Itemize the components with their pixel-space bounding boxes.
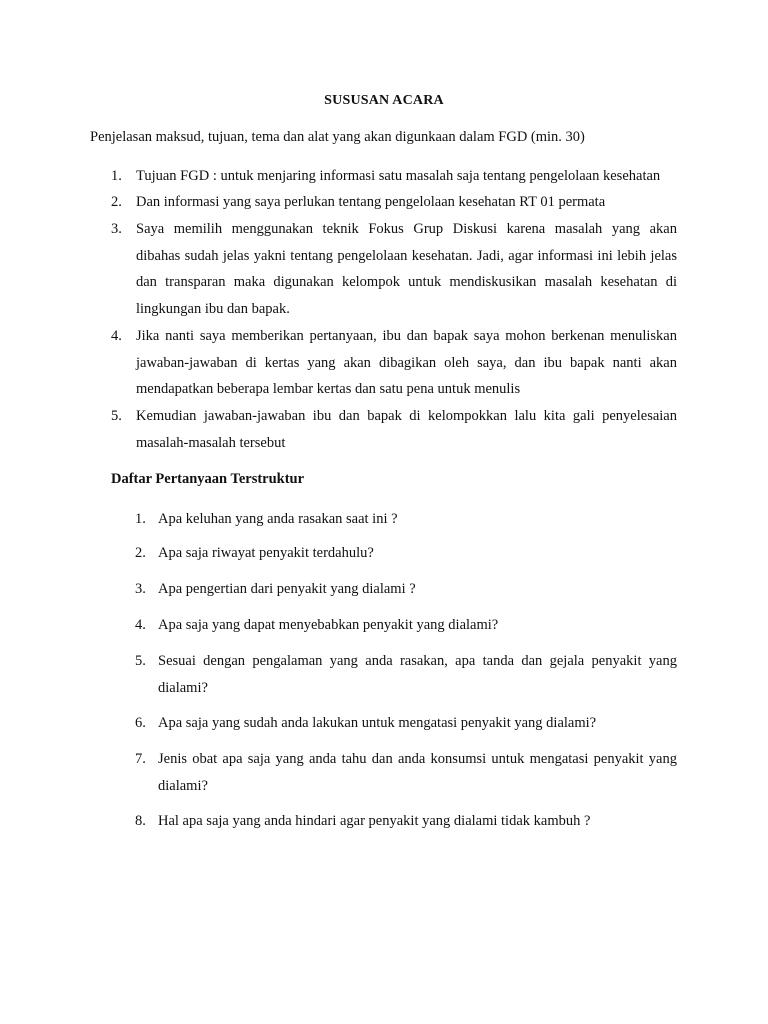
question-line: Apa saja yang dapat menyebabkan penyakit yang dialami? bbox=[158, 617, 499, 633]
question-text bbox=[158, 648, 677, 701]
agenda-item-line: Jika nanti saya memberikan pertanyaan, ibu dan bapak saya mohon berkenan menuliskan bbox=[136, 328, 677, 344]
agenda-item-line: Kemudian jawaban-jawaban ibu dan bapak di kelompokkan lalu kita gali penyelesaian bbox=[136, 408, 677, 424]
question-number: 7. bbox=[135, 751, 146, 767]
question-line: Apa saja riwayat penyakit terdahulu? bbox=[158, 545, 374, 561]
question-line: dialami? bbox=[158, 777, 208, 794]
question-text bbox=[158, 506, 677, 533]
agenda-item-text bbox=[136, 163, 677, 190]
question-text bbox=[158, 612, 677, 639]
question-number: 1. bbox=[135, 511, 146, 527]
agenda-item-text bbox=[136, 216, 677, 322]
agenda-item-line: Tujuan FGD : untuk menjaring informasi satu masalah saja tentang pengelolaan kesehatan bbox=[136, 168, 661, 184]
agenda-item-line: Dan informasi yang saya perlukan tentang pengelolaan kesehatan RT 01 permata bbox=[136, 194, 606, 210]
agenda-item-line: dan transparan maka digunakan kelompok untuk mendiskusikan masalah kesehatan di bbox=[136, 274, 677, 291]
document-title: SUSUSAN ACARA bbox=[324, 93, 444, 108]
agenda-item-line: lingkungan ibu dan bapak. bbox=[136, 300, 290, 317]
question-line: Apa saja yang sudah anda lakukan untuk mengatasi penyakit yang dialami? bbox=[158, 715, 597, 731]
question-number: 5. bbox=[135, 653, 146, 669]
question-text bbox=[158, 710, 677, 737]
agenda-item-number: 5. bbox=[111, 408, 122, 424]
question-line: Apa pengertian dari penyakit yang dialami ? bbox=[158, 581, 416, 597]
agenda-item-line: masalah-masalah tersebut bbox=[136, 434, 286, 451]
question-text bbox=[158, 746, 677, 799]
question-text bbox=[158, 576, 677, 603]
question-line: dialami? bbox=[158, 679, 208, 696]
agenda-item-line: dibahas sudah jelas yakni tentang pengelolaan kesehatan. Jadi, agar informasi ini lebih jelas bbox=[136, 247, 677, 264]
question-text bbox=[158, 808, 677, 835]
agenda-item-number: 1. bbox=[111, 168, 122, 184]
question-number: 2. bbox=[135, 545, 146, 561]
agenda-item-line: Saya memilih menggunakan teknik Fokus Grup Diskusi karena masalah yang akan bbox=[136, 221, 677, 237]
question-number: 4. bbox=[135, 617, 146, 633]
agenda-item-number: 3. bbox=[111, 221, 122, 237]
agenda-item-line: jawaban-jawaban di kertas yang akan dibagikan oleh saya, dan ibu bapak nanti akan bbox=[136, 354, 677, 371]
agenda-item-line: mendapatkan beberapa lembar kertas dan satu pena untuk menulis bbox=[136, 381, 521, 398]
question-text bbox=[158, 540, 677, 567]
question-line: Jenis obat apa saja yang anda tahu dan anda konsumsi untuk mengatasi penyakit yang bbox=[158, 751, 677, 767]
question-line: Hal apa saja yang anda hindari agar penyakit yang dialami tidak kambuh ? bbox=[158, 813, 591, 829]
question-number: 6. bbox=[135, 715, 146, 731]
question-line: Sesuai dengan pengalaman yang anda rasakan, apa tanda dan gejala penyakit yang bbox=[158, 653, 677, 669]
agenda-item-text bbox=[136, 403, 677, 456]
agenda-item-number: 4. bbox=[111, 328, 122, 344]
agenda-item-number: 2. bbox=[111, 194, 122, 210]
agenda-item-text bbox=[136, 323, 677, 403]
agenda-item-text bbox=[136, 189, 677, 216]
questions-heading: Daftar Pertanyaan Terstruktur bbox=[111, 471, 305, 487]
question-line: Apa keluhan yang anda rasakan saat ini ? bbox=[158, 511, 398, 527]
question-number: 3. bbox=[135, 581, 146, 597]
question-number: 8. bbox=[135, 813, 146, 829]
intro-paragraph: Penjelasan maksud, tujuan, tema dan alat yang akan digunkaan dalam FGD (min. 30) bbox=[90, 129, 585, 145]
